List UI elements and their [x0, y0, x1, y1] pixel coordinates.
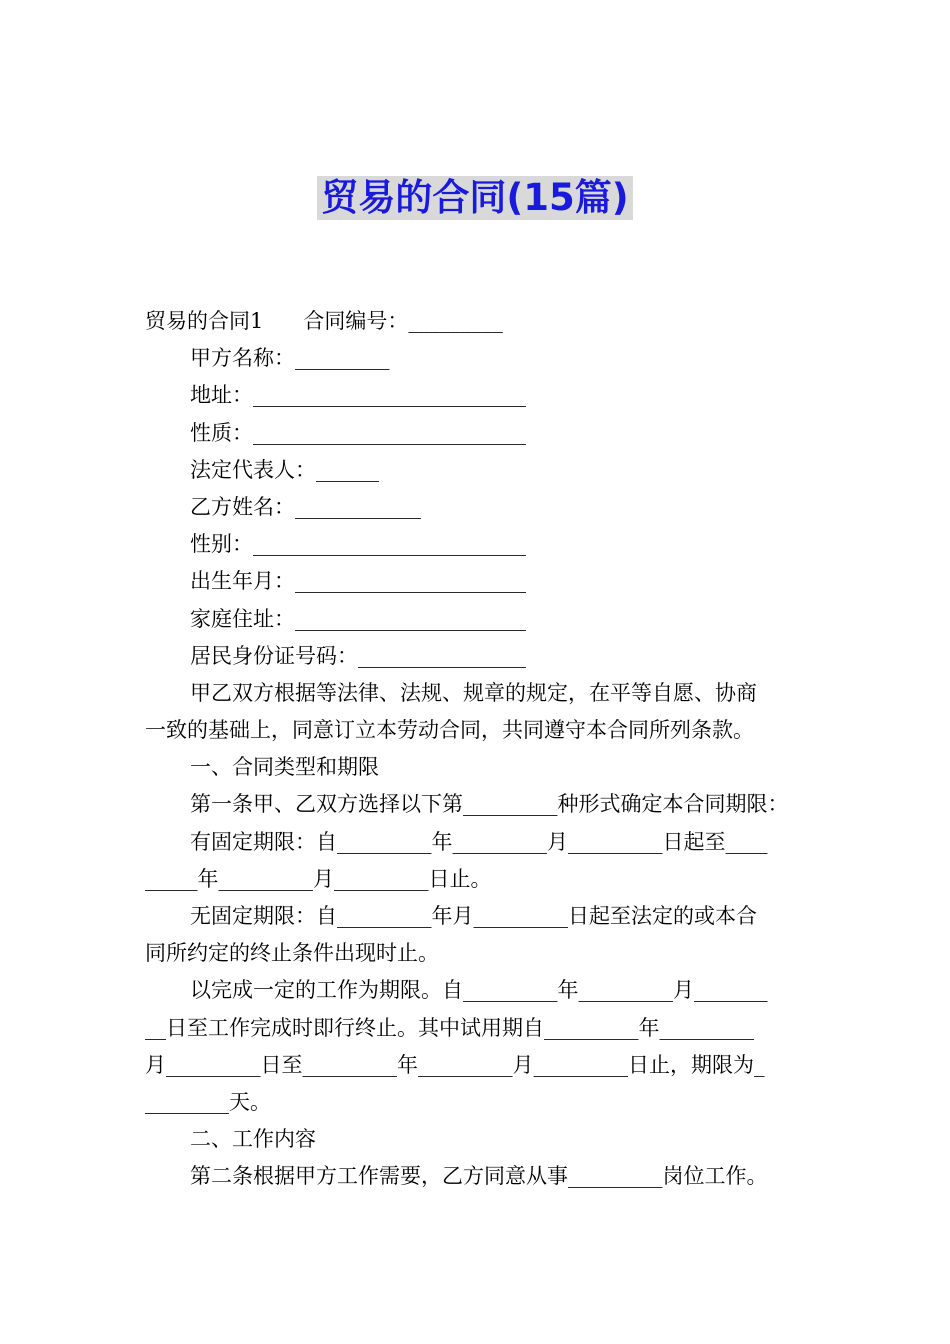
document-body: [145, 303, 810, 1196]
paragraph-line: ________天。: [145, 1089, 271, 1114]
gender-field: 性别：__________________________: [190, 532, 526, 557]
paragraph-line: 有固定期限：自_________年_________月_________日起至____: [190, 829, 768, 854]
address-field: 地址：__________________________: [190, 383, 526, 408]
paragraph-line: 以完成一定的工作为期限。自_________年_________月_______: [190, 978, 768, 1003]
party-b-name-field: 乙方姓名：____________: [190, 494, 421, 519]
section-heading: 二、工作内容: [190, 1127, 316, 1152]
party-a-name-field: 甲方名称：_________: [190, 346, 390, 371]
nature-field: 性质：__________________________: [190, 420, 526, 445]
section-heading: 一、合同类型和期限: [190, 755, 379, 780]
legal-representative-field: 法定代表人：______: [190, 457, 379, 482]
title-container: [0, 176, 950, 220]
paragraph-line: 甲乙双方根据等法律、法规、规章的规定，在平等自愿、协商: [190, 680, 757, 705]
paragraph-line: _____年_________月_________日止。: [145, 866, 492, 891]
paragraph-line: 一致的基础上，同意订立本劳动合同，共同遵守本合同所列条款。: [145, 718, 754, 743]
paragraph-line: 第二条根据甲方工作需要，乙方同意从事_________岗位工作。: [190, 1164, 768, 1189]
paragraph-line: 无固定期限：自_________年月_________日起至法定的或本合: [190, 904, 757, 928]
paragraph-line: 第一条甲、乙双方选择以下第_________种形式确定本合同期限：: [190, 792, 789, 817]
paragraph-line: 同所约定的终止条件出现时止。: [145, 941, 439, 966]
paragraph-line: 月_________日至_________年_________月_________日止，期限为_: [145, 1052, 765, 1077]
document-title: 贸易的合同(15篇): [317, 176, 632, 220]
paragraph-line: __日至工作完成时即行终止。其中试用期自_________年_________: [145, 1015, 754, 1040]
id-number-field: 居民身份证号码：________________: [190, 643, 526, 668]
home-address-field: 家庭住址：______________________: [190, 606, 526, 631]
contract-heading-line: 贸易的合同1 合同编号：_________: [145, 309, 503, 333]
birth-date-field: 出生年月：______________________: [190, 569, 526, 594]
